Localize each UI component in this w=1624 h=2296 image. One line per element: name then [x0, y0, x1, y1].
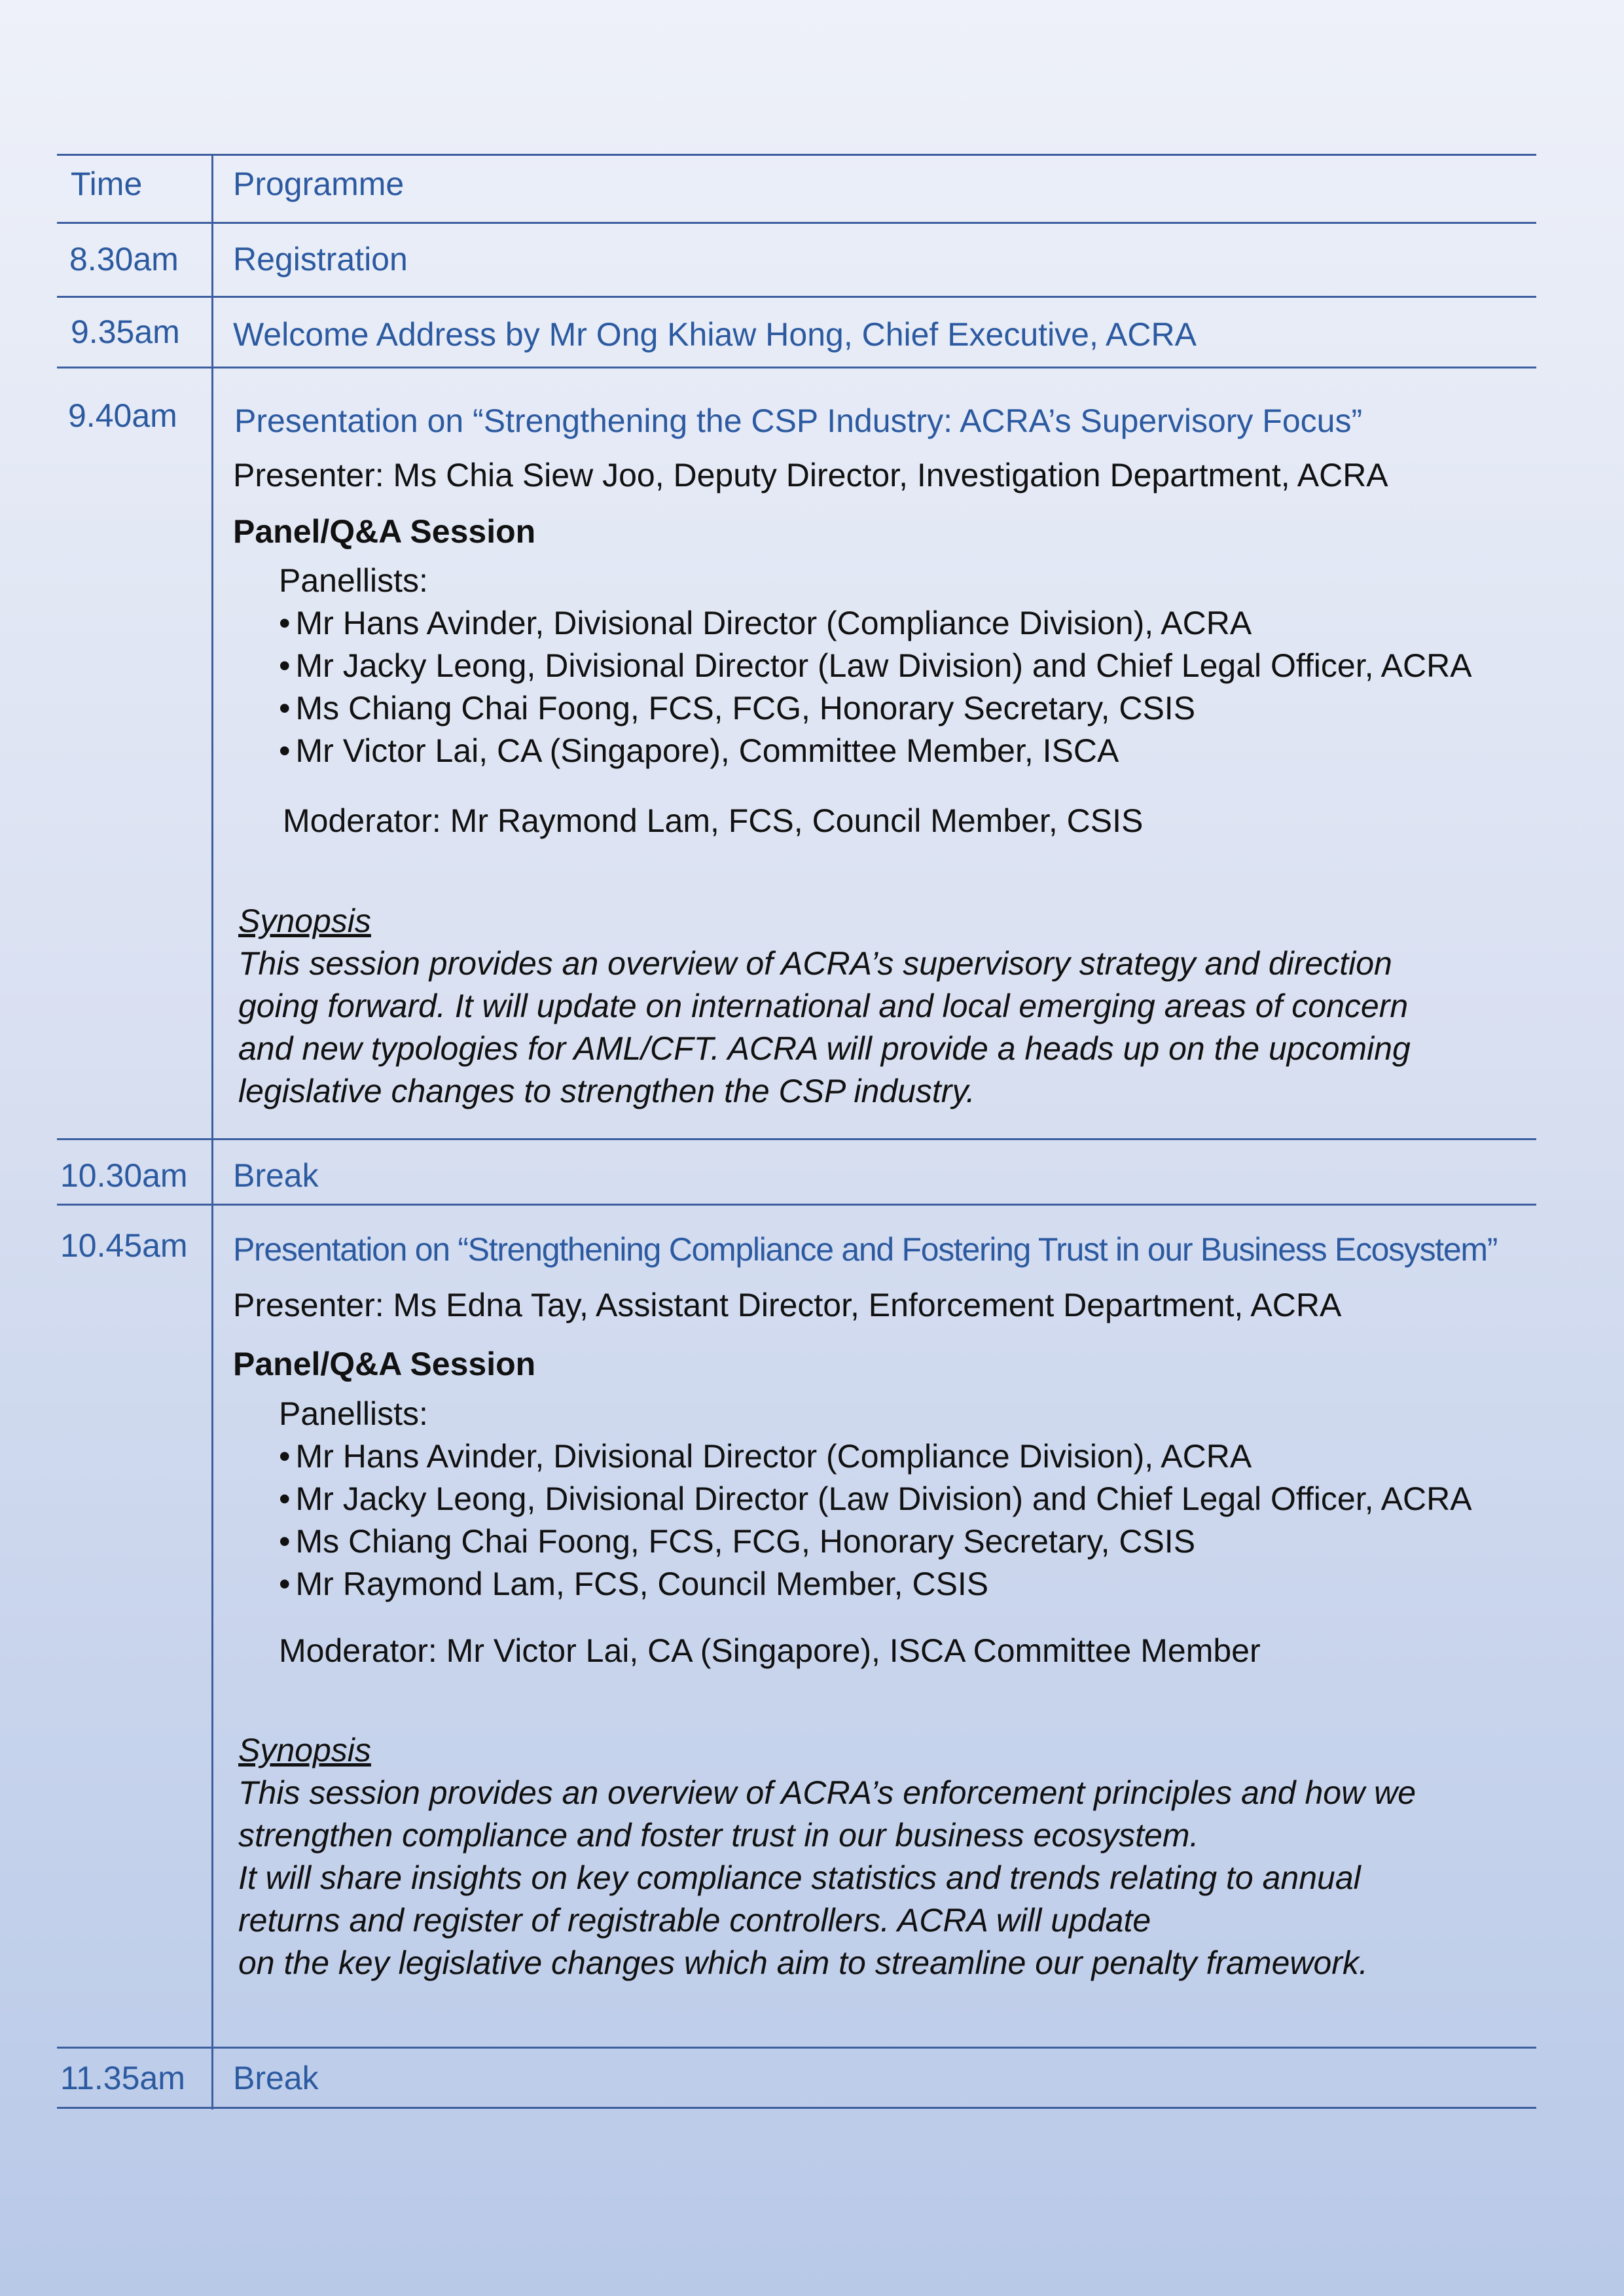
session1-synopsis-line: legislative changes to strengthen the CSP industry.: [238, 1073, 975, 1109]
header-time: Time: [71, 166, 143, 202]
session1-title: Presentation on “Strengthening the CSP Industry: ACRA’s Supervisory Focus”: [234, 403, 1363, 439]
row-title-registration: Registration: [233, 241, 408, 278]
row-title-break2: Break: [233, 2060, 319, 2096]
time-welcome: 9.35am: [71, 314, 180, 350]
bullet-icon: •: [279, 647, 291, 684]
row-rule: [57, 1138, 1536, 1140]
session1-moderator: Moderator: Mr Raymond Lam, FCS, Council Member, CSIS: [283, 802, 1144, 839]
session1-synopsis-line: This session provides an overview of ACRA’s supervisory strategy and direction: [238, 945, 1392, 982]
row-title-welcome: Welcome Address by Mr Ong Khiaw Hong, Chief Executive, ACRA: [233, 316, 1197, 353]
session1-synopsis-line: and new typologies for AML/CFT. ACRA will provide a heads up on the upcoming: [238, 1030, 1411, 1067]
bullet-icon: •: [279, 1438, 291, 1475]
session1-panellist: • Ms Chiang Chai Foong, FCS, FCG, Honorary Secretary, CSIS: [279, 690, 1196, 726]
session2-moderator: Moderator: Mr Victor Lai, CA (Singapore), ISCA Committee Member: [279, 1632, 1261, 1669]
time-session2: 10.45am: [60, 1227, 188, 1264]
bullet-icon: •: [279, 1480, 291, 1517]
header-rule: [57, 222, 1536, 224]
time-break1: 10.30am: [60, 1157, 188, 1194]
session1-synopsis-heading: Synopsis: [238, 903, 371, 939]
session1-presenter: Presenter: Ms Chia Siew Joo, Deputy Director, Investigation Department, ACRA: [233, 457, 1388, 493]
session2-synopsis-line: strengthen compliance and foster trust in our business ecosystem.: [238, 1817, 1199, 1854]
bullet-icon: •: [279, 732, 291, 769]
bullet-icon: •: [279, 1566, 291, 1602]
column-divider: [211, 154, 213, 2109]
session2-panellist: • Mr Hans Avinder, Divisional Director (Compliance Division), ACRA: [279, 1438, 1252, 1475]
session2-panellist: • Mr Raymond Lam, FCS, Council Member, CSIS: [279, 1566, 989, 1602]
bullet-icon: •: [279, 690, 291, 726]
session2-panellist: • Ms Chiang Chai Foong, FCS, FCG, Honorary Secretary, CSIS: [279, 1523, 1196, 1560]
session2-synopsis-line: This session provides an overview of ACRA’s enforcement principles and how we: [238, 1774, 1416, 1811]
table-top-rule: [57, 154, 1536, 156]
session1-panellists-label: Panellists:: [279, 562, 428, 599]
session2-synopsis-heading: Synopsis: [238, 1732, 371, 1768]
session1-panellist: • Mr Victor Lai, CA (Singapore), Committee Member, ISCA: [279, 732, 1119, 769]
row-rule: [57, 367, 1536, 368]
header-programme: Programme: [233, 166, 405, 202]
bullet-icon: •: [279, 1523, 291, 1560]
time-registration: 8.30am: [69, 241, 179, 278]
session2-synopsis-line: returns and register of registrable controllers. ACRA will update: [238, 1902, 1151, 1939]
session2-panellists-label: Panellists:: [279, 1395, 428, 1432]
session2-presenter: Presenter: Ms Edna Tay, Assistant Director, Enforcement Department, ACRA: [233, 1287, 1342, 1323]
session2-synopsis-line: on the key legislative changes which aim to streamline our penalty framework.: [238, 1945, 1368, 1981]
bullet-icon: •: [279, 605, 291, 641]
time-session1: 9.40am: [68, 397, 177, 434]
session1-panellist: • Mr Hans Avinder, Divisional Director (Compliance Division), ACRA: [279, 605, 1252, 641]
session1-synopsis-line: going forward. It will update on international and local emerging areas of concern: [238, 988, 1409, 1024]
session1-panellist: • Mr Jacky Leong, Divisional Director (Law Division) and Chief Legal Officer, ACRA: [279, 647, 1472, 684]
session2-title: Presentation on “Strengthening Compliance and Fostering Trust in our Business Ecosystem”: [233, 1231, 1498, 1268]
time-break2: 11.35am: [60, 2060, 185, 2096]
row-rule: [57, 1204, 1536, 1206]
row-title-break1: Break: [233, 1157, 319, 1194]
row-rule: [57, 296, 1536, 298]
table-bottom-rule: [57, 2107, 1536, 2109]
row-rule: [57, 2047, 1536, 2049]
session2-synopsis-line: It will share insights on key compliance statistics and trends relating to annual: [238, 1859, 1361, 1896]
session2-panellist: • Mr Jacky Leong, Divisional Director (Law Division) and Chief Legal Officer, ACRA: [279, 1480, 1472, 1517]
session1-panel-heading: Panel/Q&A Session: [233, 513, 536, 550]
session2-panel-heading: Panel/Q&A Session: [233, 1346, 536, 1382]
